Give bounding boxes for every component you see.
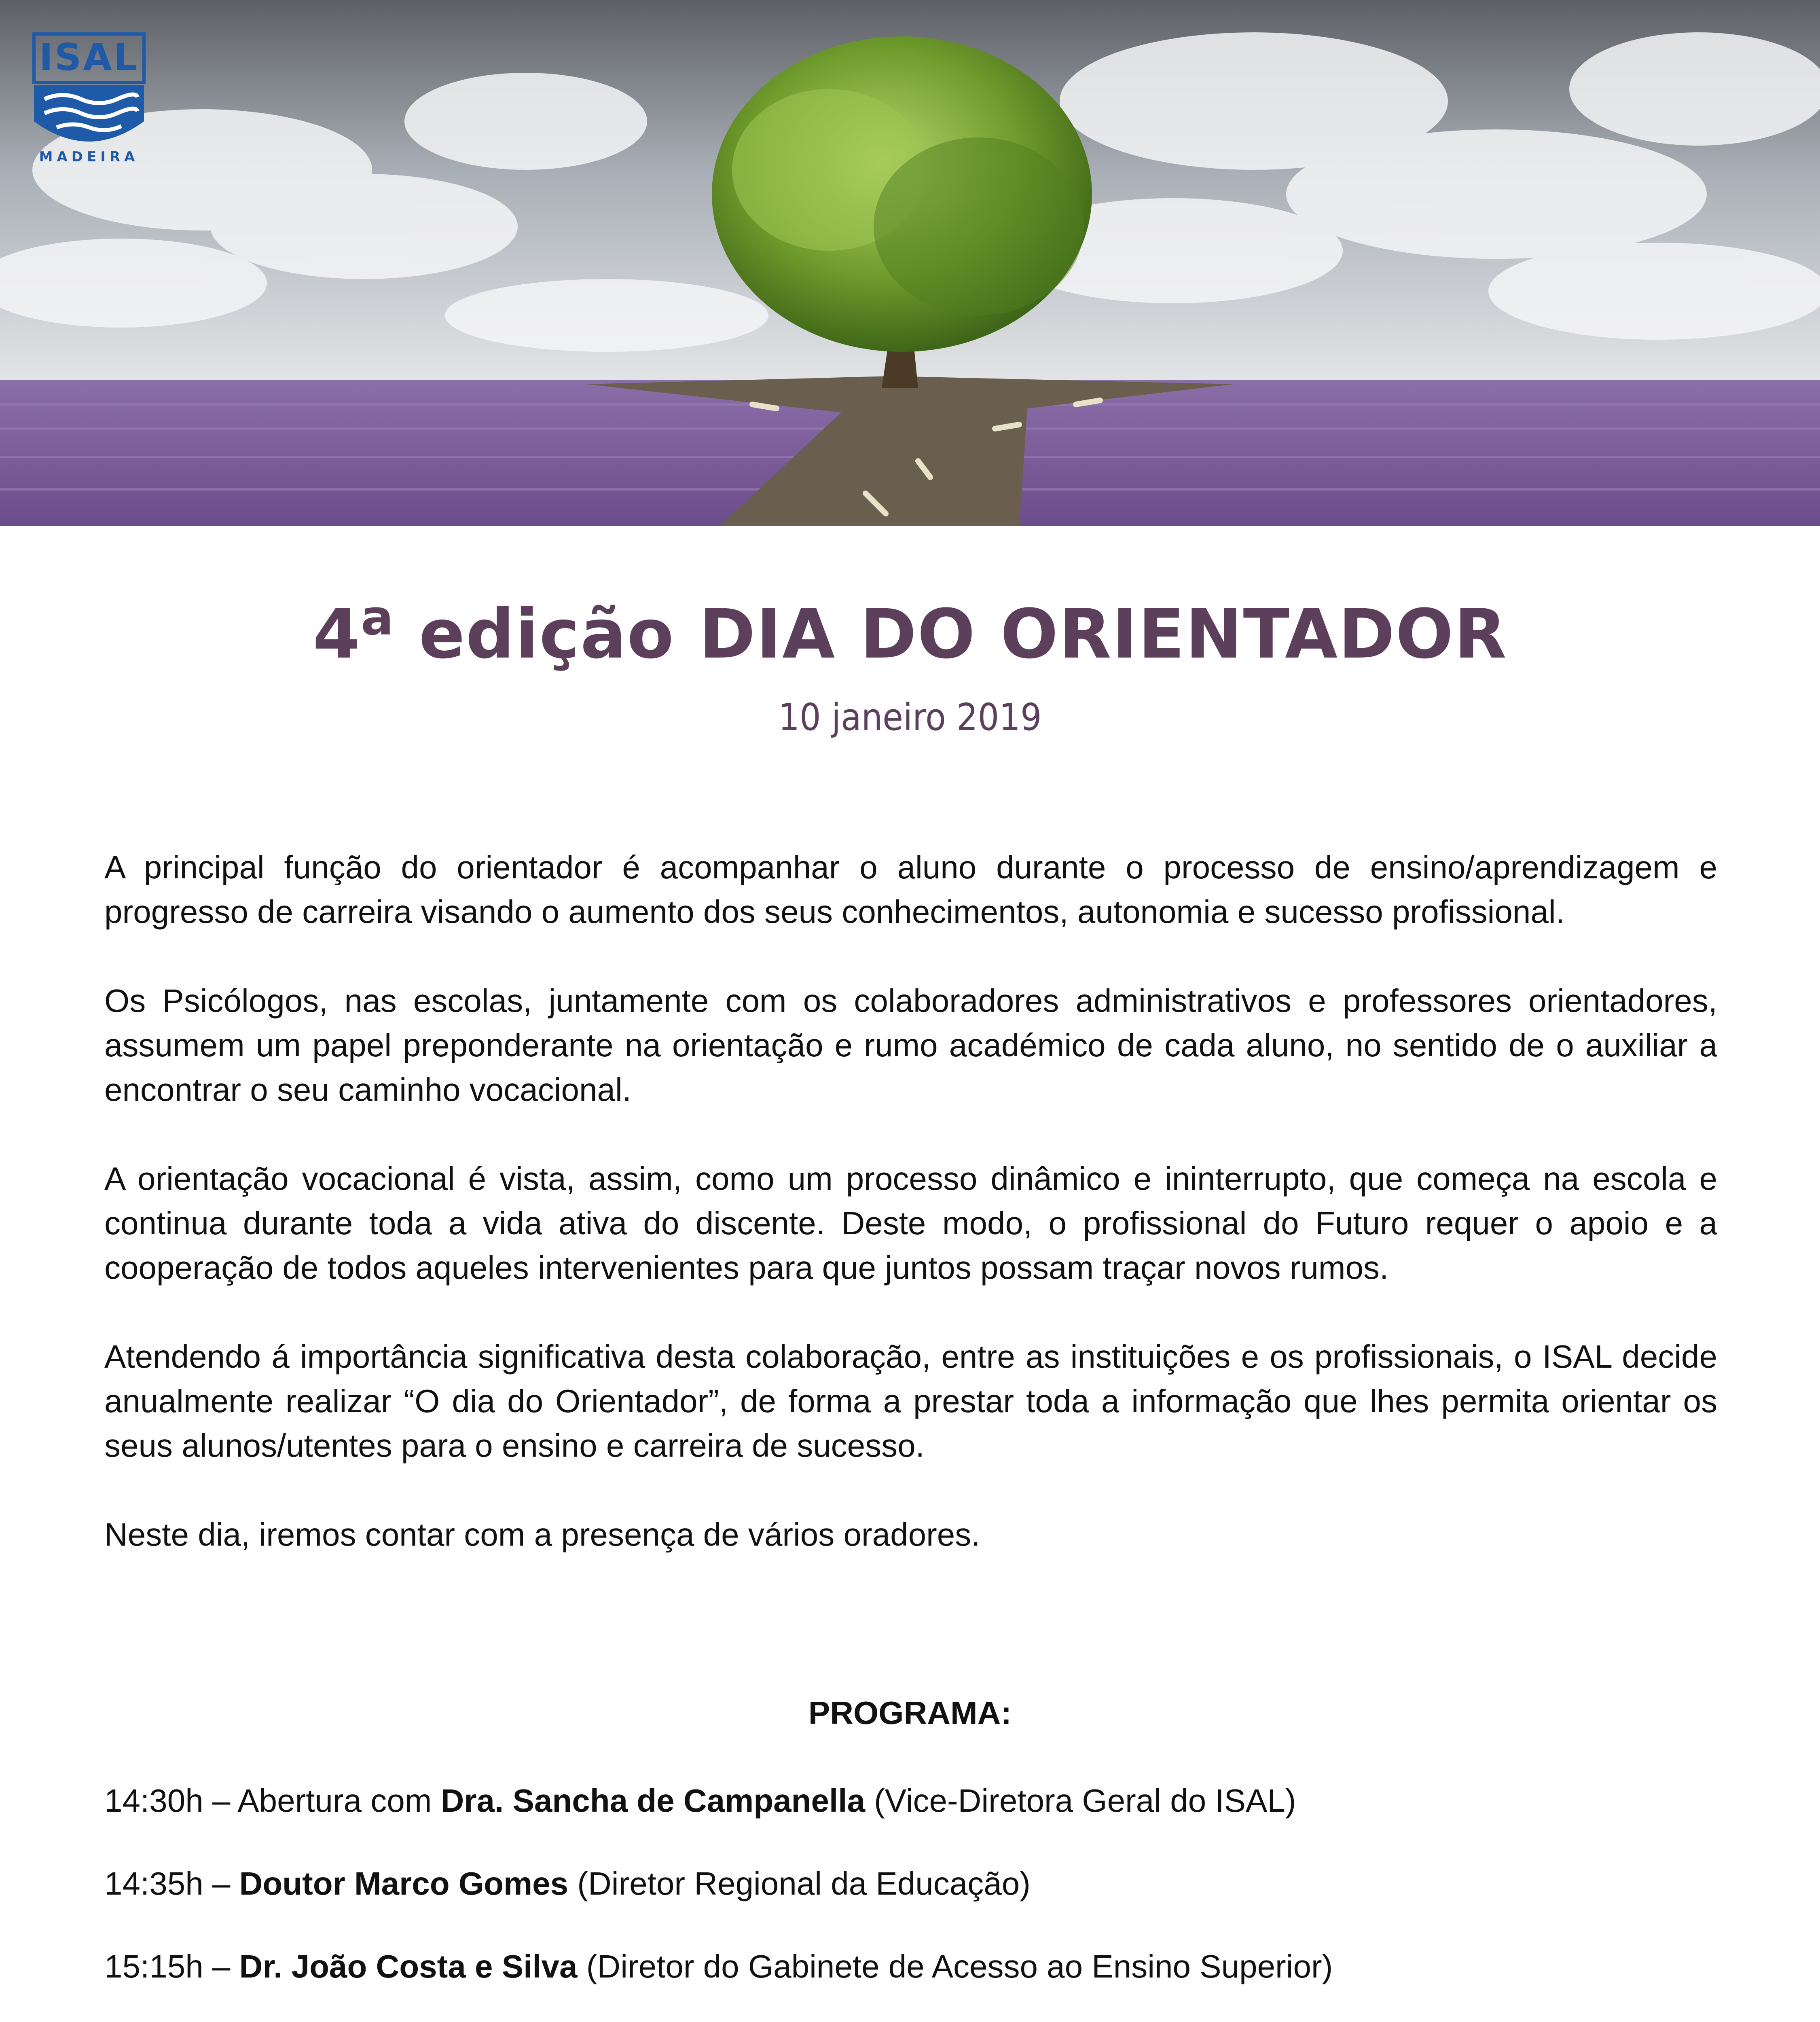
paragraph: Os Psicólogos, nas escolas, juntamente com os colaboradores administrativos e professores orientadores, assumem um papel preponderante na orientação e rumo académico de cada aluno, no sentido de o auxiliar a encontrar o seu caminho vocacional. — [104, 983, 1717, 1108]
page-title — [0, 590, 1820, 674]
program-list — [104, 1779, 1717, 2022]
intro-text — [104, 845, 1717, 1601]
title-prefix: 4 — [313, 594, 361, 674]
logo-region: MADEIRA — [39, 149, 139, 165]
program-item — [104, 1945, 1717, 1988]
item-time: 14:35h – — [104, 1865, 239, 1901]
title-superscript: a — [361, 590, 395, 646]
event-date: 10 janeiro 2019 — [778, 696, 1042, 739]
item-time: 15:15h – — [104, 1948, 239, 1984]
speaker-name: Doutor Marco Gomes — [239, 1865, 569, 1901]
program-item — [104, 1862, 1717, 1905]
speaker-name: Dra. Sancha de Campanella — [440, 1783, 865, 1819]
paragraph: A principal função do orientador é acompanhar o aluno durante o processo de ensino/aprendizagem e progresso de carreira visando o aumento dos seus conhecimentos, autonomia e sucesso profissional. — [104, 849, 1717, 930]
paragraph: Neste dia, iremos contar com a presença de vários oradores. — [104, 1516, 980, 1552]
hero-image — [0, 0, 1820, 526]
logo-text: ISAL — [39, 36, 139, 79]
item-detail: (Diretor Regional da Educação) — [568, 1865, 1031, 1901]
item-detail: (Diretor do Gabinete de Acesso ao Ensino Superior) — [577, 1948, 1333, 1984]
paragraph: Atendendo á importância significativa desta colaboração, entre as instituições e os profissionais, o ISAL decide anualmente realizar “O dia do Orientador”, de forma a prestar toda a informação que lhes permita orientar os seus alunos/utentes para o ensino e carreira de sucesso. — [104, 1339, 1717, 1464]
program-item — [104, 1779, 1717, 1822]
program-heading: PROGRAMA: — [808, 1695, 1012, 1731]
item-detail: (Vice-Diretora Geral do ISAL) — [865, 1783, 1296, 1819]
paragraph: A orientação vocacional é vista, assim, como um processo dinâmico e ininterrupto, que começa na escola e continua durante toda a vida ativa do discente. Deste modo, o profissional do Futuro requer o apoio e a cooperação de todos aqueles intervenientes para que juntos possam traçar novos rumos. — [104, 1161, 1717, 1286]
title-main: edição DIA DO ORIENTADOR — [419, 594, 1507, 674]
tree-crossroads-illustration — [0, 0, 1820, 526]
item-time: 14:30h – Abertura com — [104, 1783, 441, 1819]
speaker-name: Dr. João Costa e Silva — [239, 1948, 578, 1984]
isal-logo — [32, 32, 146, 170]
